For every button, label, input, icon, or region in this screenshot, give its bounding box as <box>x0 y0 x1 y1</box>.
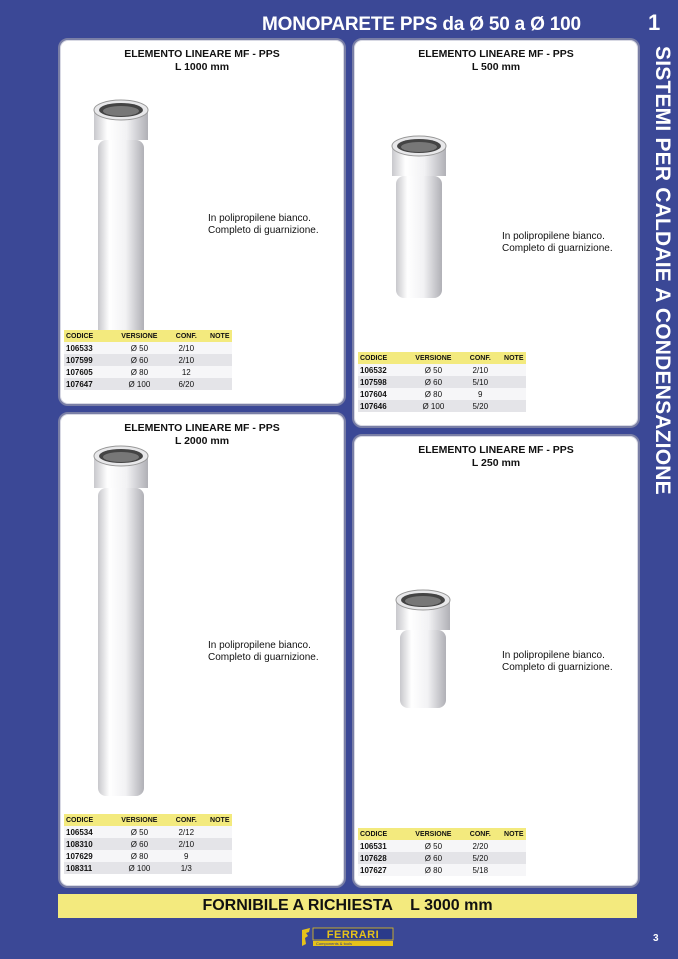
cell-note <box>208 862 231 874</box>
card-title-line: ELEMENTO LINEARE MF - PPS <box>124 48 280 60</box>
cell-version: Ø 50 <box>114 342 164 354</box>
product-card-1000 <box>58 38 346 406</box>
spec-table <box>64 814 232 874</box>
col-versione: VERSIONE <box>408 352 458 364</box>
pipe-image <box>86 96 156 356</box>
logo-tagline: Components & tools <box>316 941 353 947</box>
spec-table <box>358 352 526 412</box>
cell-code: 107598 <box>358 376 408 388</box>
cell-code: 106532 <box>358 364 408 376</box>
table-row <box>64 862 232 874</box>
description-line-1: In polipropilene bianco. <box>502 650 605 661</box>
cell-version: Ø 80 <box>114 366 164 378</box>
col-codice: CODICE <box>358 828 408 840</box>
cell-conf: 6/20 <box>165 378 209 390</box>
pipe-image <box>388 586 458 714</box>
product-card-2000 <box>58 412 346 888</box>
table-row <box>358 364 526 376</box>
availability-banner: FORNIBILE A RICHIESTA L 3000 mm <box>58 894 637 918</box>
col-codice: CODICE <box>64 814 114 826</box>
col-note: NOTE <box>502 828 525 840</box>
description <box>502 231 613 255</box>
card-title-line: ELEMENTO LINEARE MF - PPS <box>124 422 280 434</box>
col-versione: VERSIONE <box>114 814 164 826</box>
cell-conf: 5/20 <box>459 852 503 864</box>
cell-version: Ø 50 <box>114 826 164 838</box>
description <box>502 650 613 674</box>
cell-version: Ø 80 <box>114 850 164 862</box>
table-header <box>64 330 232 342</box>
cell-note <box>208 354 231 366</box>
card-length: L 500 mm <box>471 61 521 73</box>
cell-code: 106531 <box>358 840 408 852</box>
col-note: NOTE <box>208 814 231 826</box>
cell-conf: 2/12 <box>165 826 209 838</box>
cell-code: 106533 <box>64 342 114 354</box>
cell-version: Ø 50 <box>408 364 458 376</box>
cell-note <box>502 388 525 400</box>
table-header <box>64 814 232 826</box>
page-title: MONOPARETE PPS da Ø 50 a Ø 100 <box>262 14 581 35</box>
cell-note <box>502 400 525 412</box>
cell-conf: 2/20 <box>459 840 503 852</box>
cell-note <box>208 838 231 850</box>
description-line-2: Completo di guarnizione. <box>502 662 613 673</box>
table-row <box>358 376 526 388</box>
logo-brand: FERRARI <box>326 929 380 941</box>
table-row <box>64 342 232 354</box>
cell-code: 107647 <box>64 378 114 390</box>
table-row <box>64 354 232 366</box>
col-versione: VERSIONE <box>408 828 458 840</box>
cell-conf: 9 <box>459 388 503 400</box>
cell-code: 108310 <box>64 838 114 850</box>
cell-note <box>208 850 231 862</box>
description <box>208 213 319 237</box>
cell-conf: 5/20 <box>459 400 503 412</box>
product-card-250 <box>352 434 640 888</box>
cell-note <box>502 840 525 852</box>
col-codice: CODICE <box>64 330 114 342</box>
cell-code: 107627 <box>358 864 408 876</box>
side-title: SISTEMI PER CALDAIE A CONDENSAZIONE <box>651 46 674 495</box>
card-length: L 2000 mm <box>174 435 230 447</box>
cell-version: Ø 60 <box>408 852 458 864</box>
card-title-line: ELEMENTO LINEARE MF - PPS <box>418 48 574 60</box>
cell-note <box>502 376 525 388</box>
spec-table <box>64 330 232 390</box>
cell-code: 107646 <box>358 400 408 412</box>
cell-version: Ø 80 <box>408 864 458 876</box>
cell-note <box>502 864 525 876</box>
cell-note <box>208 342 231 354</box>
table-header <box>358 828 526 840</box>
cell-version: Ø 50 <box>408 840 458 852</box>
description-line-1: In polipropilene bianco. <box>502 231 605 242</box>
table-header <box>358 352 526 364</box>
table-row <box>64 838 232 850</box>
cell-version: Ø 60 <box>408 376 458 388</box>
col-conf: CONF. <box>459 828 503 840</box>
cell-conf: 9 <box>165 850 209 862</box>
card-title <box>354 444 638 470</box>
cell-version: Ø 100 <box>408 400 458 412</box>
card-length: L 250 mm <box>471 457 521 469</box>
table-row <box>64 826 232 838</box>
cell-conf: 5/18 <box>459 864 503 876</box>
product-card-500 <box>352 38 640 428</box>
cell-conf: 2/10 <box>459 364 503 376</box>
cell-code: 107629 <box>64 850 114 862</box>
pipe-image <box>384 132 454 304</box>
card-length: L 1000 mm <box>174 61 230 73</box>
description-line-1: In polipropilene bianco. <box>208 640 311 651</box>
cell-note <box>208 378 231 390</box>
cell-version: Ø 100 <box>114 862 164 874</box>
section-number: 1 <box>648 10 661 35</box>
table-row <box>358 400 526 412</box>
spec-table <box>358 828 526 876</box>
pipe-image <box>86 442 156 802</box>
col-conf: CONF. <box>165 330 209 342</box>
cell-version: Ø 60 <box>114 838 164 850</box>
description-line-2: Completo di guarnizione. <box>208 652 319 663</box>
table-row <box>64 378 232 390</box>
cell-conf: 2/10 <box>165 342 209 354</box>
table-row <box>64 366 232 378</box>
cell-version: Ø 60 <box>114 354 164 366</box>
cell-code: 107605 <box>64 366 114 378</box>
description-line-1: In polipropilene bianco. <box>208 213 311 224</box>
card-title-line: ELEMENTO LINEARE MF - PPS <box>418 444 574 456</box>
table-row <box>64 850 232 862</box>
ferrari-logo <box>300 926 394 948</box>
cell-conf: 2/10 <box>165 354 209 366</box>
table-row <box>358 388 526 400</box>
col-codice: CODICE <box>358 352 408 364</box>
cell-code: 106534 <box>64 826 114 838</box>
table-row <box>358 852 526 864</box>
cell-note <box>208 826 231 838</box>
col-versione: VERSIONE <box>114 330 164 342</box>
cell-code: 107604 <box>358 388 408 400</box>
cell-code: 107599 <box>64 354 114 366</box>
cell-conf: 12 <box>165 366 209 378</box>
description <box>208 640 319 664</box>
cell-version: Ø 100 <box>114 378 164 390</box>
description-line-2: Completo di guarnizione. <box>502 243 613 254</box>
col-conf: CONF. <box>165 814 209 826</box>
cell-conf: 5/10 <box>459 376 503 388</box>
cell-note <box>502 364 525 376</box>
cell-version: Ø 80 <box>408 388 458 400</box>
col-conf: CONF. <box>459 352 503 364</box>
card-title <box>60 48 344 74</box>
page-number: 3 <box>653 933 659 944</box>
table-row <box>358 864 526 876</box>
cell-note <box>208 366 231 378</box>
card-title <box>354 48 638 74</box>
cell-code: 107628 <box>358 852 408 864</box>
table-row <box>358 840 526 852</box>
cell-code: 108311 <box>64 862 114 874</box>
col-note: NOTE <box>502 352 525 364</box>
description-line-2: Completo di guarnizione. <box>208 225 319 236</box>
cell-note <box>502 852 525 864</box>
cell-conf: 1/3 <box>165 862 209 874</box>
col-note: NOTE <box>208 330 231 342</box>
cell-conf: 2/10 <box>165 838 209 850</box>
